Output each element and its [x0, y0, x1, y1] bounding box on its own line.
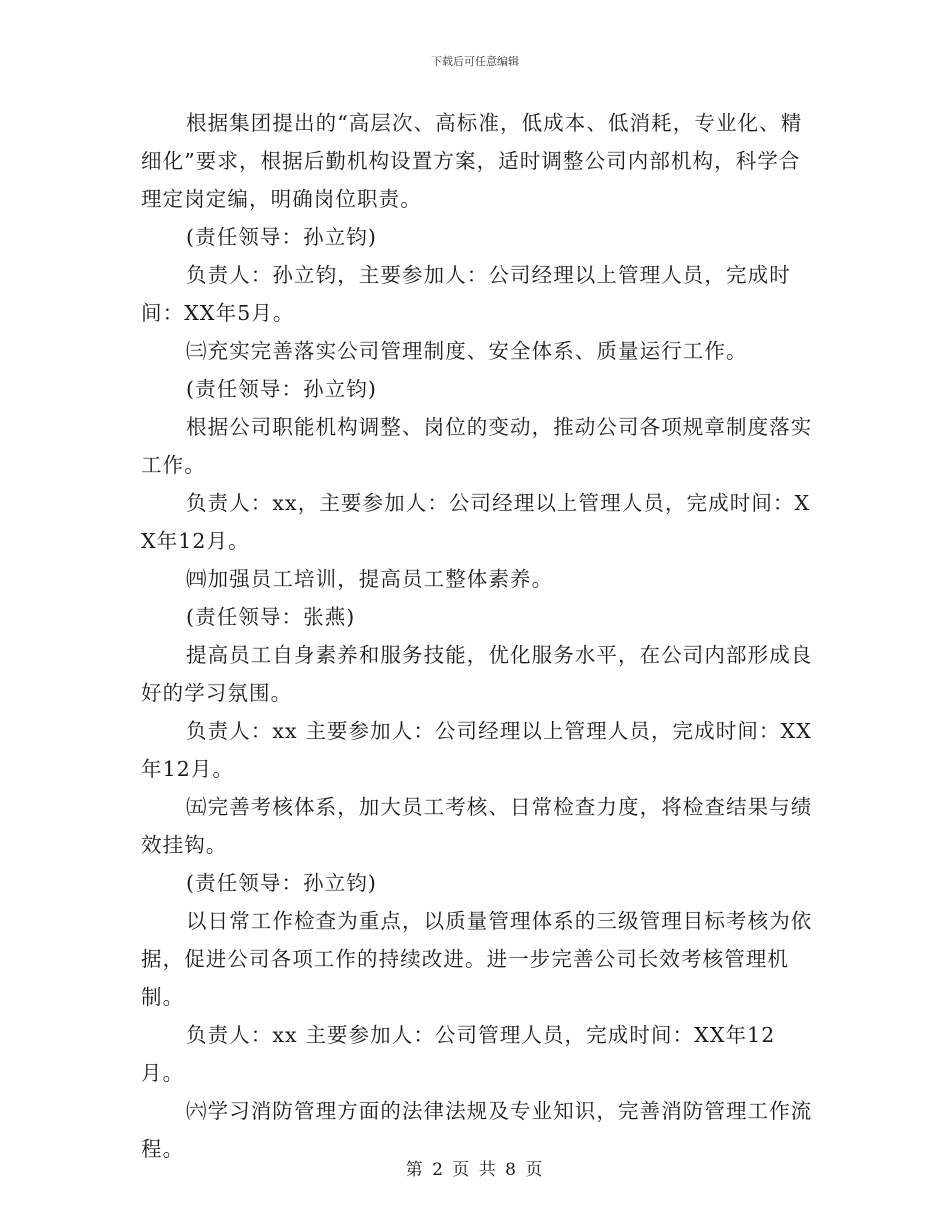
- paragraph-15: 负责人：xx 主要参加人：公司管理人员，完成时间：XX年12月。: [141, 1023, 776, 1085]
- paragraph-4: ㈢充实完善落实公司管理制度、安全体系、质量运行工作。: [186, 339, 748, 363]
- paragraph-13: (责任领导：孙立钧): [186, 871, 377, 895]
- paragraph-16: ㈥学习消防管理方面的法律法规及专业知识，完善消防管理工作流程。: [141, 1099, 813, 1161]
- paragraph-14: 以日常工作检查为重点，以质量管理体系的三级管理目标考核为依据，促进公司各项工作的持续改进。进一步完善公司长效考核管理机制。: [141, 909, 813, 1009]
- paragraph-3: 负责人：孙立钧，主要参加人：公司经理以上管理人员，完成时间：XX年5月。: [141, 263, 791, 325]
- paragraph-11: 负责人：xx 主要参加人：公司经理以上管理人员，完成时间：XX年12月。: [141, 719, 812, 781]
- page-footer: 第 2 页 共 8 页: [405, 1160, 545, 1180]
- paragraph-9: (责任领导：张燕): [186, 605, 356, 629]
- paragraph-2: (责任领导：孙立钧): [186, 225, 377, 249]
- paragraph-7: 负责人：xx，主要参加人：公司经理以上管理人员，完成时间：XX年12月。: [141, 491, 811, 553]
- paragraph-10: 提高员工自身素养和服务技能，优化服务水平，在公司内部形成良好的学习氛围。: [141, 643, 813, 705]
- page-header: 下载后可任意编辑: [431, 55, 519, 68]
- paragraph-6: 根据公司职能机构调整、岗位的变动，推动公司各项规章制度落实工作。: [141, 415, 813, 477]
- paragraph-12: ㈤完善考核体系，加大员工考核、日常检查力度，将检查结果与绩效挂钩。: [141, 795, 813, 857]
- paragraph-5: (责任领导：孙立钧): [186, 377, 377, 401]
- paragraph-8: ㈣加强员工培训，提高员工整体素养。: [186, 567, 554, 591]
- document-body: [141, 104, 813, 1168]
- paragraph-1: 根据集团提出的“高层次、高标准，低成本、低消耗，专业化、精细化”要求，根据后勤机构设置方案，适时调整公司内部机构，科学合理定岗定编，明确岗位职责。: [141, 111, 803, 211]
